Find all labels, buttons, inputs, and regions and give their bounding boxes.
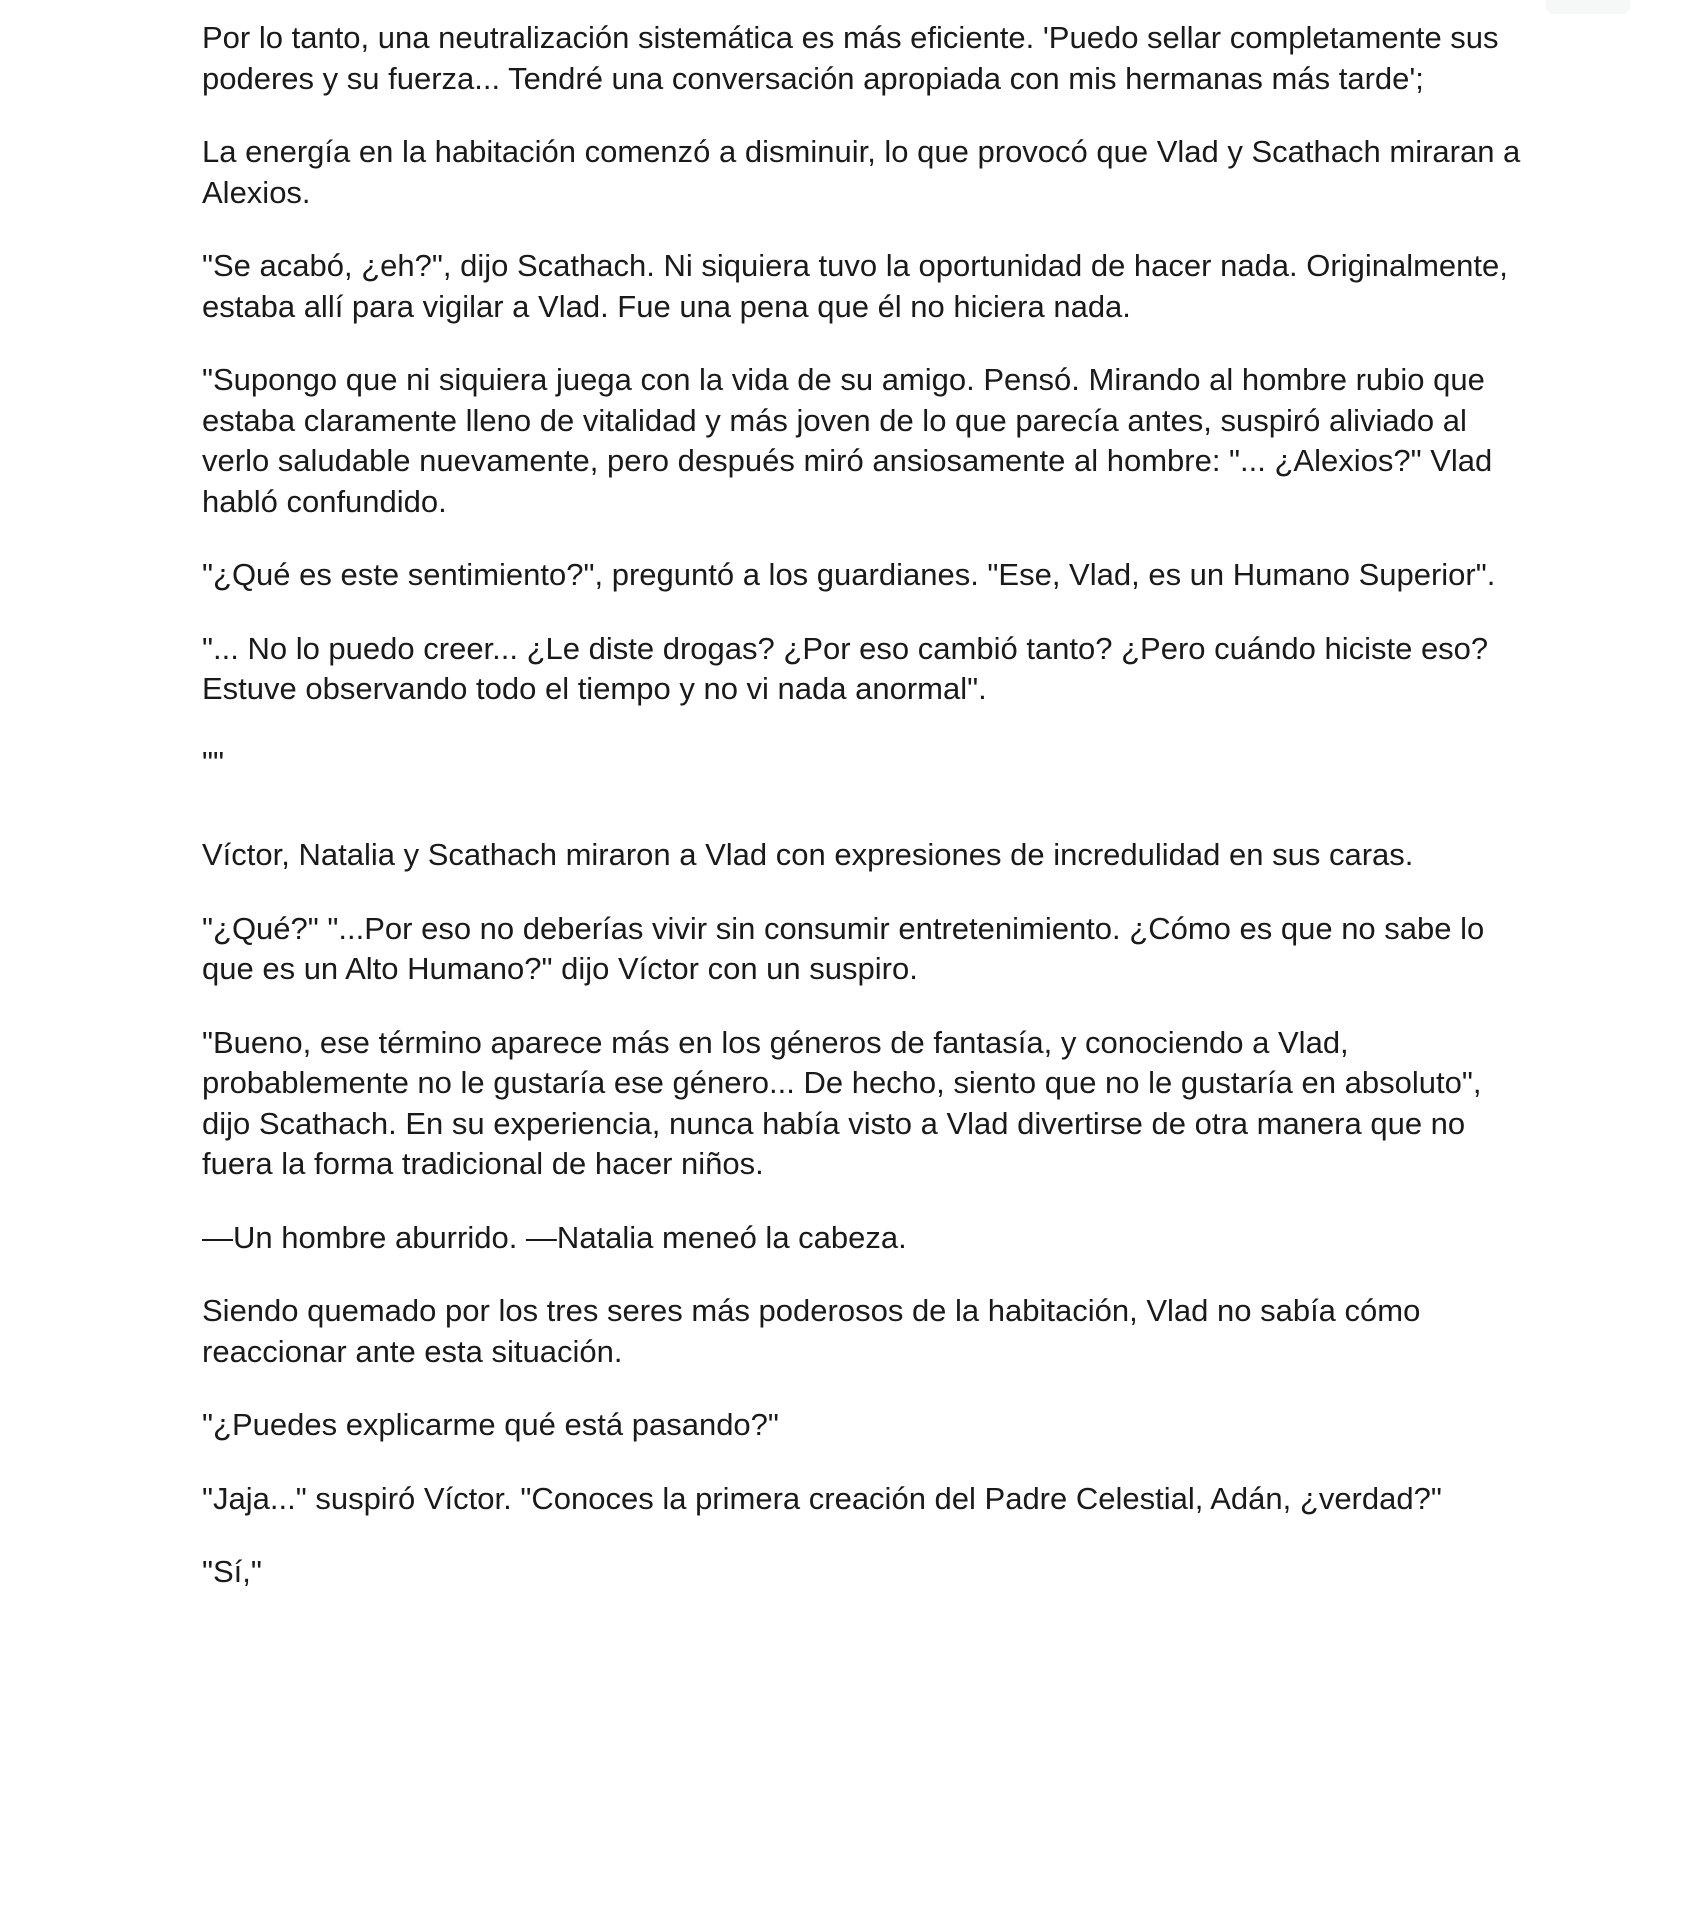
paragraph: Por lo tanto, una neutralización sistemática es más eficiente. 'Puedo sellar completamente sus poderes y su fuerza... Tendré una conversación apropiada con mis hermanas más tarde'; xyxy=(202,20,1499,96)
paragraph: La energía en la habitación comenzó a disminuir, lo que provocó que Vlad y Scathach miraran a Alexios. xyxy=(202,134,1521,210)
page-corner-mark xyxy=(1546,0,1630,14)
paragraph: "" xyxy=(202,744,225,780)
paragraph: "Se acabó, ¿eh?", dijo Scathach. Ni siquiera tuvo la oportunidad de hacer nada. Originalmente, estaba allí para vigilar a Vlad. Fue una pena que él no hiciera nada. xyxy=(202,248,1508,324)
document-body xyxy=(202,18,1522,1626)
paragraph: "Jaja..." suspiró Víctor. "Conoces la primera creación del Padre Celestial, Adán, ¿verdad?" xyxy=(202,1480,1442,1516)
paragraph: "Supongo que ni siquiera juega con la vida de su amigo. Pensó. Mirando al hombre rubio que estaba claramente lleno de vitalidad y más joven de lo que parecía antes, suspiró aliviado al verlo saludable nuevamente, pero después miró ansiosamente al hombre: "... ¿Alexios?" Vlad habló confundido. xyxy=(202,362,1493,519)
paragraph: "Sí," xyxy=(202,1554,262,1589)
paragraph: Siendo quemado por los tres seres más poderosos de la habitación, Vlad no sabía cómo reaccionar ante esta situación. xyxy=(202,1293,1421,1369)
paragraph: "¿Puedes explicarme qué está pasando?" xyxy=(202,1407,779,1442)
paragraph: "¿Qué?" "...Por eso no deberías vivir sin consumir entretenimiento. ¿Cómo es que no sabe lo que es un Alto Humano?" dijo Víctor con un suspiro. xyxy=(202,910,1485,986)
paragraph: —Un hombre aburrido. —Natalia meneó la cabeza. xyxy=(202,1219,907,1255)
paragraph: Víctor, Natalia y Scathach miraron a Vlad con expresiones de incredulidad en sus caras. xyxy=(202,837,1414,872)
paragraph: "Bueno, ese término aparece más en los géneros de fantasía, y conociendo a Vlad, probablemente no le gustaría ese género... De hecho, siento que no le gustaría en absoluto", dijo Scathach. En su experiencia, nunca había visto a Vlad divertirse de otra manera que no fuera la forma tradicional de hacer niños. xyxy=(202,1024,1482,1181)
paragraph: "... No lo puedo creer... ¿Le diste drogas? ¿Por eso cambió tanto? ¿Pero cuándo hiciste eso? Estuve observando todo el tiempo y no vi nada anormal". xyxy=(202,630,1489,706)
paragraph: "¿Qué es este sentimiento?", preguntó a los guardianes. "Ese, Vlad, es un Humano Superior". xyxy=(202,557,1496,592)
